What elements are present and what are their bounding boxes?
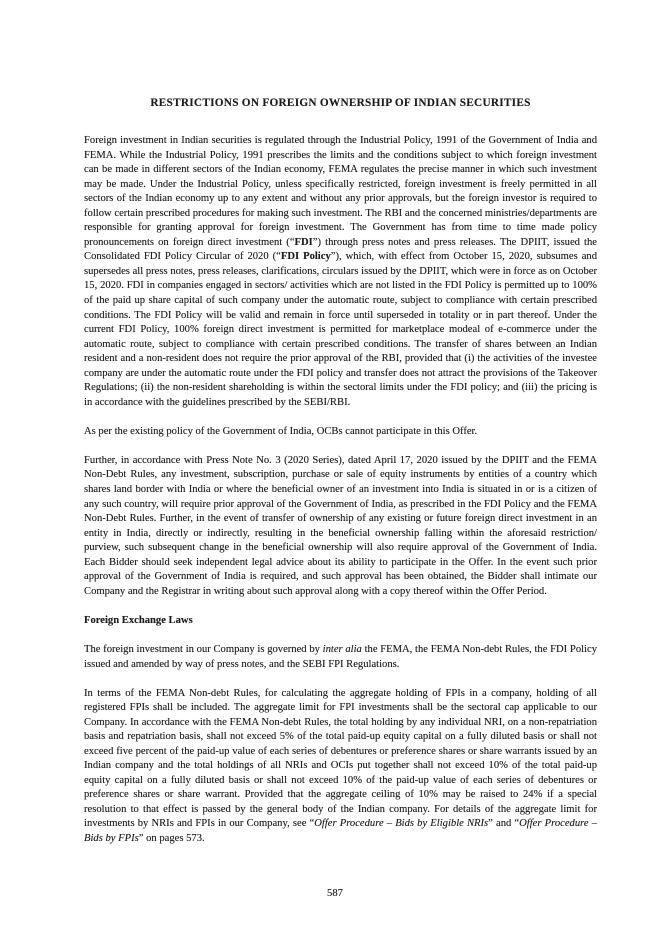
text-run: the FEMA, the FEMA Non-debt Rules, the FDI Policy issued and amended by way of press notes, and the SEBI FPI Regulations. bbox=[84, 643, 597, 670]
paragraph-ocb-restriction bbox=[84, 425, 597, 440]
text-run: FDI bbox=[294, 236, 313, 248]
text-run: inter alia bbox=[322, 643, 362, 655]
text-run: As per the existing policy of the Government of India, OCBs cannot participate in this Offer. bbox=[84, 425, 478, 437]
text-run: The foreign investment in our Company is governed by bbox=[84, 643, 323, 655]
text-run: ” and “ bbox=[488, 818, 520, 830]
paragraph-press-note-3 bbox=[84, 454, 597, 599]
heading-foreign-exchange-laws: Foreign Exchange Laws bbox=[84, 614, 193, 626]
text-run: ” on pages 573. bbox=[138, 833, 205, 845]
paragraph-governing-laws bbox=[84, 643, 597, 672]
page-title: RESTRICTIONS ON FOREIGN OWNERSHIP OF INDIAN SECURITIES bbox=[150, 97, 531, 109]
text-run: Offer Procedure – Bids by FPIs bbox=[84, 818, 597, 845]
text-run: Further, in accordance with Press Note No. 3 (2020 Series), dated April 17, 2020 issued by the DPIIT and the FEMA Non-Debt Rules, any investment, subscription, purchase or sale of equity instruments by entities of a country which shares land border with India or where the beneficial owner of an investment into India is situated in or is a citizen of any such country, will require prior approval of the Government of India, as prescribed in the FDI Policy and the FEMA Non-Debt Rules. Further, in the event of transfer of ownership of any existing or future foreign direct investment in an entity in India, directly or indirectly, resulting in the beneficial ownership falling within the aforesaid restriction/ purview, such subsequent change in the beneficial ownership will also require approval of the Government of India. Each Bidder should seek independent legal advice about its ability to participate in the Offer. In the event such prior approval of the Government of India is required, and such approval has been obtained, the Bidder shall intimate our Company and the Registrar in writing about such approval along with a copy thereof within the Offer Period. bbox=[84, 454, 597, 597]
paragraph-fpi-nri-limits bbox=[84, 687, 597, 847]
text-run: Foreign investment in Indian securities is regulated through the Industrial Policy, 1991 of the Government of India and FEMA. While the Industrial Policy, 1991 prescribes the limits and the conditions subject to which foreign investment can be made in different sectors of the Indian economy, FEMA regulates the precise manner in which such investment may be made. Under the Industrial Policy, unless specifically restricted, foreign investment is freely permitted in all sectors of the Indian economy up to any extent and without any prior approvals, but the foreign investor is required to follow certain prescribed procedures for making such investment. The RBI and the concerned ministries/departments are responsible for granting approval for foreign investment. The Government has from time to time made policy pronouncements on foreign direct investment (“ bbox=[84, 135, 597, 248]
text-run: FDI Policy bbox=[280, 251, 331, 263]
text-run: Offer Procedure – Bids by Eligible NRIs bbox=[314, 818, 489, 830]
text-run: In terms of the FEMA Non-debt Rules, for calculating the aggregate holding of FPIs in a company, holding of all registered FPIs shall be included. The aggregate limit for FPI investments shall be the sectoral cap applicable to our Company. In accordance with the FEMA Non-debt Rules, the total holding by any individual NRI, on a non-repatriation basis and repatriation basis, shall not exceed 5% of the total paid-up equity capital on a fully diluted basis or shall not exceed five percent of the paid-up value of each series of debentures or preference shares or share warrants issued by an Indian company and the total holdings of all NRIs and OCIs put together shall not exceed 10% of the total paid-up equity capital on a fully diluted basis or shall not exceed 10% of the paid-up value of each series of debentures or preference shares or share warrant. Provided that the aggregate ceiling of 10% may be raised to 24% if a special resolution to that effect is passed by the general body of the Indian company. For details of the aggregate limit for investments by NRIs and FPIs in our Company, see “ bbox=[84, 687, 597, 830]
page-number: 587 bbox=[327, 888, 343, 899]
paragraph-fdi-overview bbox=[84, 134, 597, 410]
text-run: ”) through press notes and press releases. The DPIIT, issued the Consolidated FDI Policy Circular of 2020 (“ bbox=[84, 236, 597, 263]
text-run: ”), which, with effect from October 15, 2020, subsumes and supersedes all press notes, press releases, clarifications, circulars issued by the DPIIT, which were in force as on October 15, 2020. FDI in companies engaged in sectors/ activities which are not listed in the FDI Policy is permitted up to 100% of the paid up share capital of such company under the automatic route, subject to compliance with certain prescribed conditions. The FDI Policy will be valid and remain in force until superseded in totality or in part thereof. Under the current FDI Policy, 100% foreign direct investment is permitted for marketplace modeal of e-commerce under the automatic route, subject to compliance with certain prescribed conditions. The transfer of shares between an Indian resident and a non-resident does not require the prior approval of the RBI, provided that (i) the activities of the investee company are under the automatic route under the FDI policy and transfer does not attract the provisions of the Takeover Regulations; (ii) the non-resident shareholding is within the sectoral limits under the FDI policy; and (iii) the pricing is in accordance with the guidelines prescribed by the SEBI/RBI. bbox=[84, 251, 597, 408]
